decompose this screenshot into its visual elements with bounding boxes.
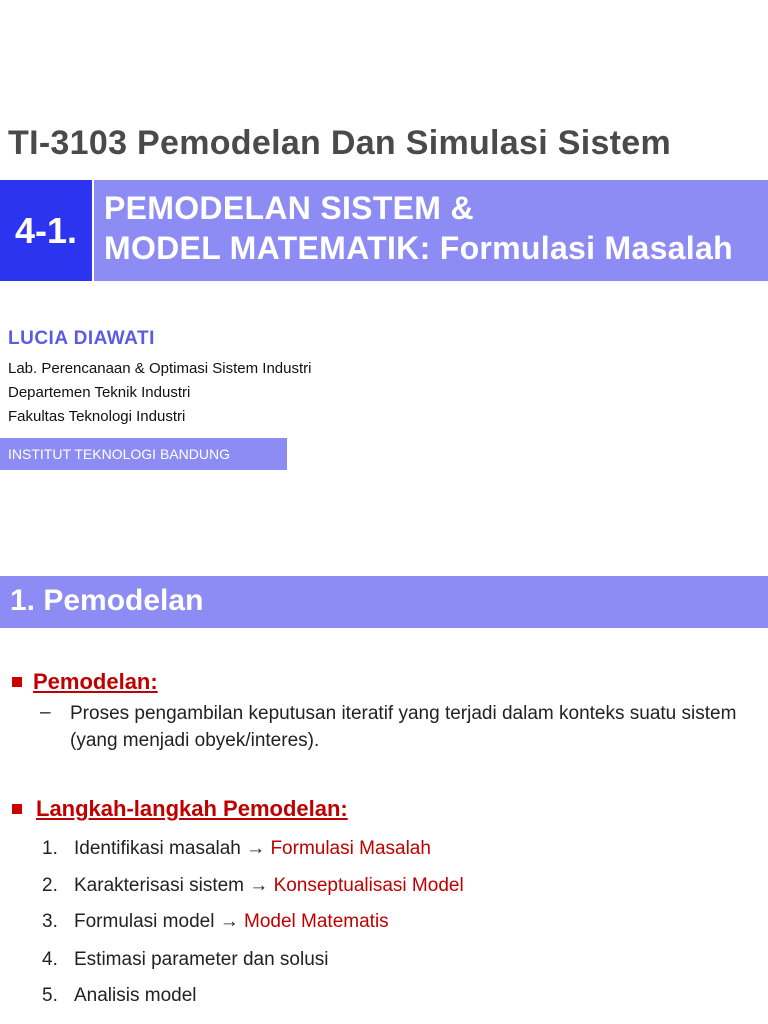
step-text: Estimasi parameter dan solusi	[74, 949, 329, 970]
step-text: Formulasi model	[74, 911, 215, 932]
list-item	[42, 875, 464, 897]
author-name: LUCIA DIAWATI	[8, 328, 155, 349]
bullet-square-icon	[12, 677, 22, 687]
affiliation-department: Departemen Teknik Industri	[8, 384, 191, 401]
step-number: 5.	[42, 985, 58, 1006]
step-text: Analisis model	[74, 985, 197, 1006]
list-item	[42, 838, 431, 860]
section-header-bar	[0, 576, 768, 628]
section-title: 1. Pemodelan	[10, 584, 204, 617]
step-number: 2.	[42, 875, 58, 896]
list-item	[42, 949, 329, 971]
chapter-number: 4-1.	[0, 180, 92, 281]
list-item	[42, 985, 197, 1007]
step-number: 4.	[42, 949, 58, 970]
institute-bar	[0, 438, 287, 470]
arrow-right-icon: →	[246, 838, 266, 859]
affiliation-lab: Lab. Perencanaan & Optimasi Sistem Industri	[8, 360, 312, 377]
bullet-square-icon	[12, 804, 22, 814]
affiliation-faculty: Fakultas Teknologi Industri	[8, 408, 186, 425]
chapter-title-line-2: MODEL MATEMATIK: Formulasi Masalah	[104, 230, 733, 266]
step-result: Formulasi Masalah	[270, 838, 431, 859]
step-text: Identifikasi masalah	[74, 838, 241, 859]
step-number: 3.	[42, 911, 58, 932]
chapter-title-line-1: PEMODELAN SISTEM &	[104, 190, 474, 226]
step-number: 1.	[42, 838, 58, 859]
step-text: Karakterisasi sistem	[74, 875, 244, 896]
dash-marker: –	[40, 702, 51, 723]
definition-text: Proses pengambilan keputusan iteratif yang terjadi dalam konteks suatu sistem (yang menjadi obyek/interes).	[70, 703, 737, 751]
institute-name: INSTITUT TEKNOLOGI BANDUNG	[8, 446, 230, 462]
step-result: Konseptualisasi Model	[273, 875, 464, 896]
list-item	[42, 911, 389, 933]
arrow-right-icon: →	[249, 875, 269, 896]
course-title: TI-3103 Pemodelan Dan Simulasi Sistem	[8, 124, 672, 162]
step-result: Model Matematis	[244, 911, 389, 932]
bullet-heading-langkah: Langkah-langkah Pemodelan:	[36, 796, 348, 821]
arrow-right-icon: →	[219, 911, 239, 932]
bullet-heading-pemodelan: Pemodelan:	[33, 669, 158, 694]
chapter-title-band	[94, 180, 768, 281]
